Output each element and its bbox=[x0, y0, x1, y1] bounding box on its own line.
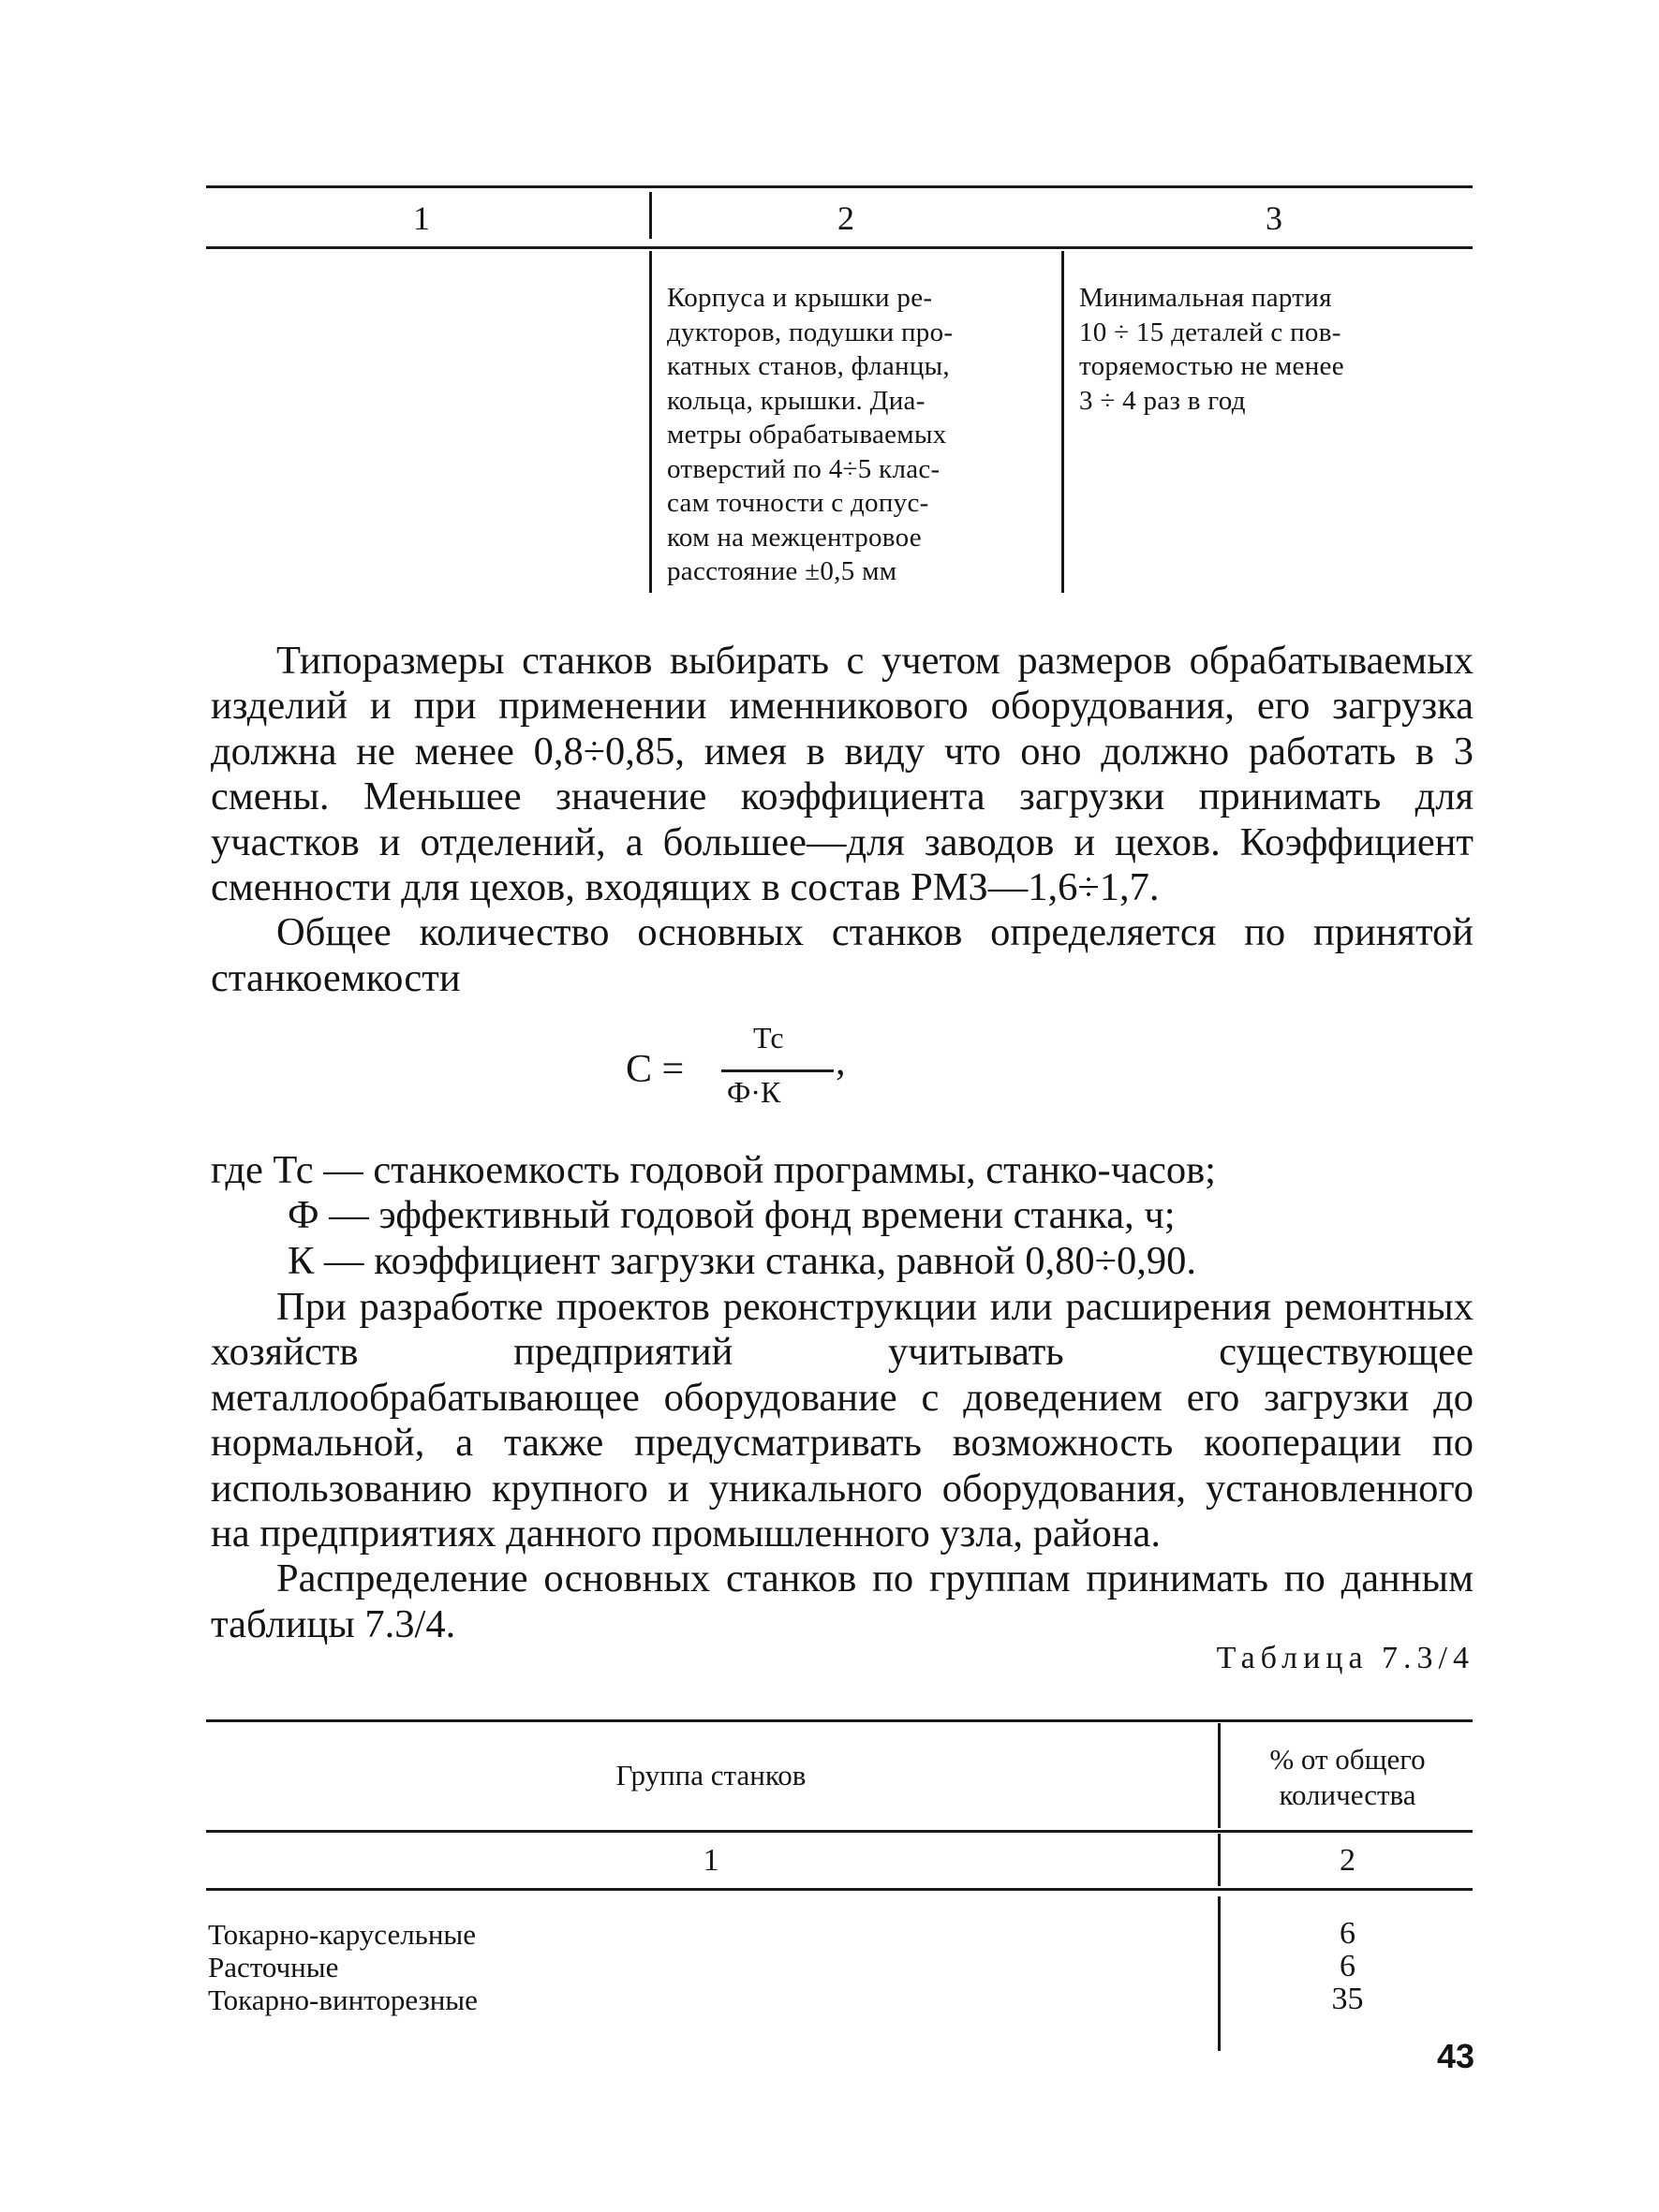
top-table-col-header-1: 1 bbox=[413, 199, 430, 237]
legend-line-f: Ф — эффективный годовой фонд времени станка, ч; bbox=[288, 1193, 1176, 1238]
table-colnum-2: 2 bbox=[1340, 1843, 1355, 1878]
table-row-3-group: Токарно-винторезные bbox=[208, 1983, 478, 2016]
formula-legend bbox=[211, 1148, 1216, 1284]
table-caption: Таблица 7.3/4 bbox=[1216, 1641, 1474, 1675]
formula-denominator: Ф·К bbox=[727, 1075, 781, 1109]
table-divider-colnum bbox=[1218, 1834, 1221, 1886]
top-table-col-header-3: 3 bbox=[1266, 199, 1282, 237]
table-row-2-percent: 6 bbox=[1340, 1949, 1355, 1983]
table-row-1-percent: 6 bbox=[1340, 1916, 1355, 1951]
top-table-divider-2 bbox=[1061, 251, 1064, 593]
top-table-cell-description: Корпуса и крышки ре- дукторов, подушки про- катных станов, фланцы, кольца, крышки. Диа- метры обрабатываемых отверстий по 4÷5 клас- сам точности с допус- ком на межцентровое расстояние ±0,5 мм bbox=[667, 283, 954, 586]
top-table-col-header-2: 2 bbox=[837, 199, 854, 237]
table-row-3-percent: 35 bbox=[1331, 1982, 1364, 2016]
body-paragraph-4: Распределение основных станков по группам принимать по данным таблицы 7.3/4. bbox=[211, 1556, 1474, 1646]
body-paragraph-3: При разработке проектов реконструкции или расширения ремонтных хозяйств предприятий учитывать существующее металлообрабатывающее оборудование с доведением его загрузки до нормальной, а также предусматривать возможность кооперации по использованию крупного и уникального оборудования, установленного на предприятиях данного промышленного узла, района. bbox=[211, 1285, 1474, 1556]
top-table-divider-1-header bbox=[649, 192, 652, 239]
table-colnum-rule bbox=[206, 1888, 1473, 1891]
formula-numerator: Тс bbox=[753, 1021, 784, 1054]
body-paragraph-1-block bbox=[211, 639, 1474, 1001]
table-divider-header bbox=[1218, 1723, 1221, 1828]
top-table-divider-1 bbox=[649, 251, 652, 593]
formula-fraction-bar bbox=[721, 1069, 834, 1072]
top-table-top-rule bbox=[206, 185, 1473, 188]
table-header-rule bbox=[206, 1830, 1473, 1833]
table-top-rule bbox=[206, 1719, 1473, 1722]
table-row-1-group: Токарно-карусельные bbox=[208, 1918, 476, 1951]
table-divider-body bbox=[1218, 1896, 1221, 2051]
table-header-percent: % от общего количества bbox=[1269, 1743, 1426, 1811]
formula-comma: , bbox=[836, 1040, 846, 1084]
table-colnum-1: 1 bbox=[703, 1843, 719, 1878]
top-table-cell-batch: Минимальная партия 10 ÷ 15 деталей с пов- торяемостью не менее 3 ÷ 4 раз в год bbox=[1079, 283, 1344, 416]
top-table-header-rule bbox=[206, 246, 1473, 249]
table-row-2-group: Расточные bbox=[208, 1951, 339, 1983]
legend-line-tc: где Тс — станкоемкость годовой программы, станко-часов; bbox=[211, 1148, 1216, 1192]
body-paragraph-1: Типоразмеры станков выбирать с учетом размеров обрабатываемых изделий и при применении именникового оборудования, его загрузка должна не менее 0,8÷0,85, имея в виду что оно должно работать в 3 смены. Меньшее значение коэффициента загрузки принимать для участков и отделений, а большее—для заводов и цехов. Коэффициент сменности для цехов, входящих в состав РМЗ—1,6÷1,7. bbox=[211, 639, 1474, 910]
table-header-group: Группа станков bbox=[615, 1759, 807, 1792]
formula-lhs: C = bbox=[626, 1048, 685, 1091]
page-number: 43 bbox=[1436, 2037, 1474, 2075]
body-paragraph-2: Общее количество основных станков определяется по принятой станкоемкости bbox=[211, 910, 1474, 1000]
legend-line-k: К — коэффициент загрузки станка, равной 0,80÷0,90. bbox=[288, 1238, 1196, 1283]
formula bbox=[626, 1021, 869, 1124]
body-paragraph-3-block bbox=[211, 1285, 1474, 1647]
